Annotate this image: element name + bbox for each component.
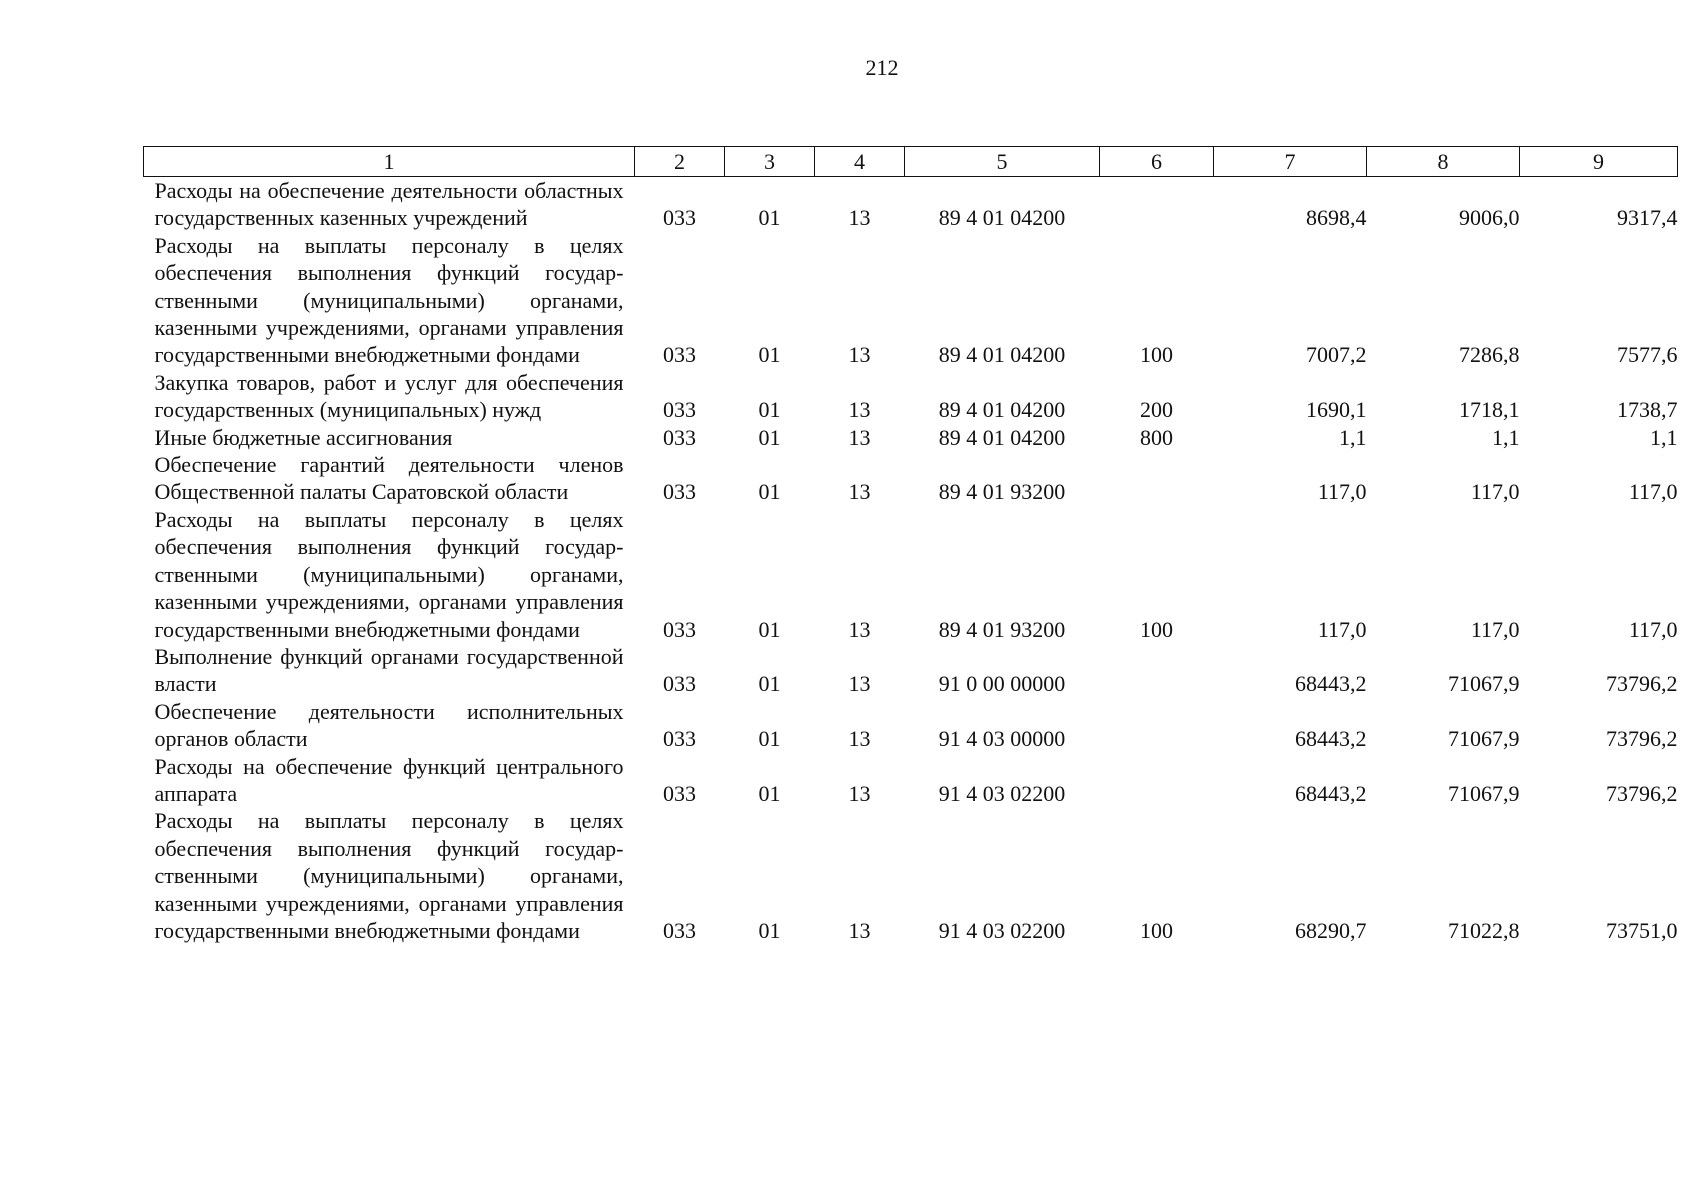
amount-year-3: 1738,7 (1617, 397, 1678, 423)
section-code: 01 (758, 780, 781, 806)
amount-year-2: 7286,8 (1459, 342, 1520, 368)
ministry-code: 033 (663, 424, 696, 450)
row-description: Выполнение функций органами государственной власти (154, 643, 624, 697)
amount-year-2: 117,0 (1470, 479, 1520, 505)
expense-type-code: 800 (1140, 424, 1173, 450)
amount-year-1: 68290,7 (1295, 917, 1367, 943)
amount-year-1: 68443,2 (1295, 726, 1367, 752)
budget-table (143, 146, 1678, 944)
amount-year-3: 73796,2 (1606, 726, 1678, 752)
column-header: 6 (1100, 147, 1214, 177)
amount-year-3: 117,0 (1628, 616, 1678, 642)
subsection-code: 13 (848, 780, 871, 806)
expense-type-code (1100, 451, 1214, 506)
column-header: 2 (635, 147, 725, 177)
section-code: 01 (758, 479, 781, 505)
target-article-code: 91 4 03 02200 (938, 917, 1066, 943)
ministry-code: 033 (663, 917, 696, 943)
row-description: Обеспечение деятельности исполнительных органов области (154, 698, 624, 752)
amount-year-3: 117,0 (1628, 479, 1678, 505)
amount-year-2: 71067,9 (1448, 726, 1520, 752)
subsection-code: 13 (848, 671, 871, 697)
subsection-code: 13 (848, 726, 871, 752)
column-header: 4 (815, 147, 905, 177)
target-article-code: 89 4 01 93200 (938, 616, 1066, 642)
ministry-code: 033 (663, 479, 696, 505)
subsection-code: 13 (848, 917, 871, 943)
amount-year-2: 1718,1 (1459, 397, 1520, 423)
row-description: Расходы на выплаты персоналу в целях обеспечения выполнения функций государственными (муниципальными) органами, казенными учреждениями, органами управления государственными внебюджетными фондами (154, 232, 624, 368)
amount-year-1: 8698,4 (1306, 205, 1367, 231)
subsection-code: 13 (848, 342, 871, 368)
amount-year-2: 117,0 (1470, 616, 1520, 642)
target-article-code: 91 4 03 00000 (938, 726, 1066, 752)
table-row (144, 698, 1678, 753)
column-header: 1 (144, 147, 635, 177)
table-row (144, 643, 1678, 698)
ministry-code: 033 (663, 397, 696, 423)
section-code: 01 (758, 397, 781, 423)
table-row (144, 232, 1678, 369)
column-header: 8 (1367, 147, 1520, 177)
ministry-code: 033 (663, 616, 696, 642)
expense-type-code: 100 (1140, 616, 1173, 642)
amount-year-1: 117,0 (1317, 616, 1367, 642)
subsection-code: 13 (848, 205, 871, 231)
subsection-code: 13 (848, 397, 871, 423)
ministry-code: 033 (663, 205, 696, 231)
row-description: Расходы на обеспечение деятельности областных государственных казенных учреждений (154, 178, 624, 231)
expense-type-code (1100, 698, 1214, 753)
target-article-code: 89 4 01 04200 (938, 205, 1066, 231)
table-row (144, 807, 1678, 944)
expense-type-code (1100, 753, 1214, 808)
section-code: 01 (758, 342, 781, 368)
section-code: 01 (758, 671, 781, 697)
column-header: 3 (725, 147, 815, 177)
column-header: 5 (905, 147, 1100, 177)
amount-year-1: 1,1 (1339, 424, 1367, 450)
target-article-code: 91 4 03 02200 (938, 780, 1066, 806)
subsection-code: 13 (848, 424, 871, 450)
section-code: 01 (758, 726, 781, 752)
section-code: 01 (758, 616, 781, 642)
amount-year-3: 7577,6 (1617, 342, 1678, 368)
expense-type-code: 100 (1140, 342, 1173, 368)
row-description: Закупка товаров, работ и услуг для обеспечения государственных (муниципальных) нужд (154, 369, 624, 423)
table-row (144, 753, 1678, 808)
amount-year-1: 1690,1 (1306, 397, 1367, 423)
ministry-code: 033 (663, 342, 696, 368)
row-description: Расходы на обеспечение функций центрального аппарата (154, 753, 624, 806)
expense-type-code: 200 (1140, 397, 1173, 423)
table-row (144, 177, 1678, 232)
table-row (144, 369, 1678, 424)
amount-year-1: 117,0 (1317, 479, 1367, 505)
row-description: Расходы на выплаты персоналу в целях обеспечения выполнения функций государственными (муниципальными) органами, казенными учреждениями, органами управления государственными внебюджетными фондами (154, 808, 624, 943)
expense-type-code (1100, 177, 1214, 232)
column-number-row (144, 147, 1678, 177)
amount-year-3: 73796,2 (1606, 671, 1678, 697)
amount-year-2: 1,1 (1492, 424, 1520, 450)
table-row (144, 451, 1678, 506)
target-article-code: 89 4 01 04200 (938, 397, 1066, 423)
column-header: 7 (1214, 147, 1367, 177)
expense-type-code (1100, 643, 1214, 698)
table-row (144, 424, 1678, 451)
amount-year-1: 68443,2 (1295, 671, 1367, 697)
column-header: 9 (1520, 147, 1678, 177)
amount-year-3: 9317,4 (1617, 205, 1678, 231)
expense-type-code: 100 (1140, 917, 1173, 943)
ministry-code: 033 (663, 726, 696, 752)
subsection-code: 13 (848, 479, 871, 505)
section-code: 01 (758, 917, 781, 943)
target-article-code: 89 4 01 04200 (938, 424, 1066, 450)
row-description: Обеспечение гарантий деятельности членов Общественной палаты Саратовской области (154, 452, 624, 505)
target-article-code: 89 4 01 04200 (938, 342, 1066, 368)
page-number: 212 (865, 55, 899, 80)
ministry-code: 033 (663, 671, 696, 697)
amount-year-2: 9006,0 (1459, 205, 1520, 231)
table-row (144, 506, 1678, 643)
amount-year-3: 73751,0 (1606, 917, 1678, 943)
amount-year-2: 71022,8 (1448, 917, 1520, 943)
amount-year-1: 7007,2 (1306, 342, 1367, 368)
section-code: 01 (758, 424, 781, 450)
section-code: 01 (758, 205, 781, 231)
amount-year-2: 71067,9 (1448, 780, 1520, 806)
amount-year-3: 1,1 (1650, 424, 1678, 450)
target-article-code: 89 4 01 93200 (938, 479, 1066, 505)
ministry-code: 033 (663, 780, 696, 806)
subsection-code: 13 (848, 616, 871, 642)
amount-year-3: 73796,2 (1606, 780, 1678, 806)
target-article-code: 91 0 00 00000 (938, 671, 1066, 697)
row-description: Иные бюджетные ассигнования (154, 424, 453, 450)
amount-year-1: 68443,2 (1295, 780, 1367, 806)
amount-year-2: 71067,9 (1448, 671, 1520, 697)
row-description: Расходы на выплаты персоналу в целях обеспечения выполнения функций государственными (муниципальными) органами, казенными учреждениями, органами управления государственными внебюджетными фондами (154, 506, 624, 642)
